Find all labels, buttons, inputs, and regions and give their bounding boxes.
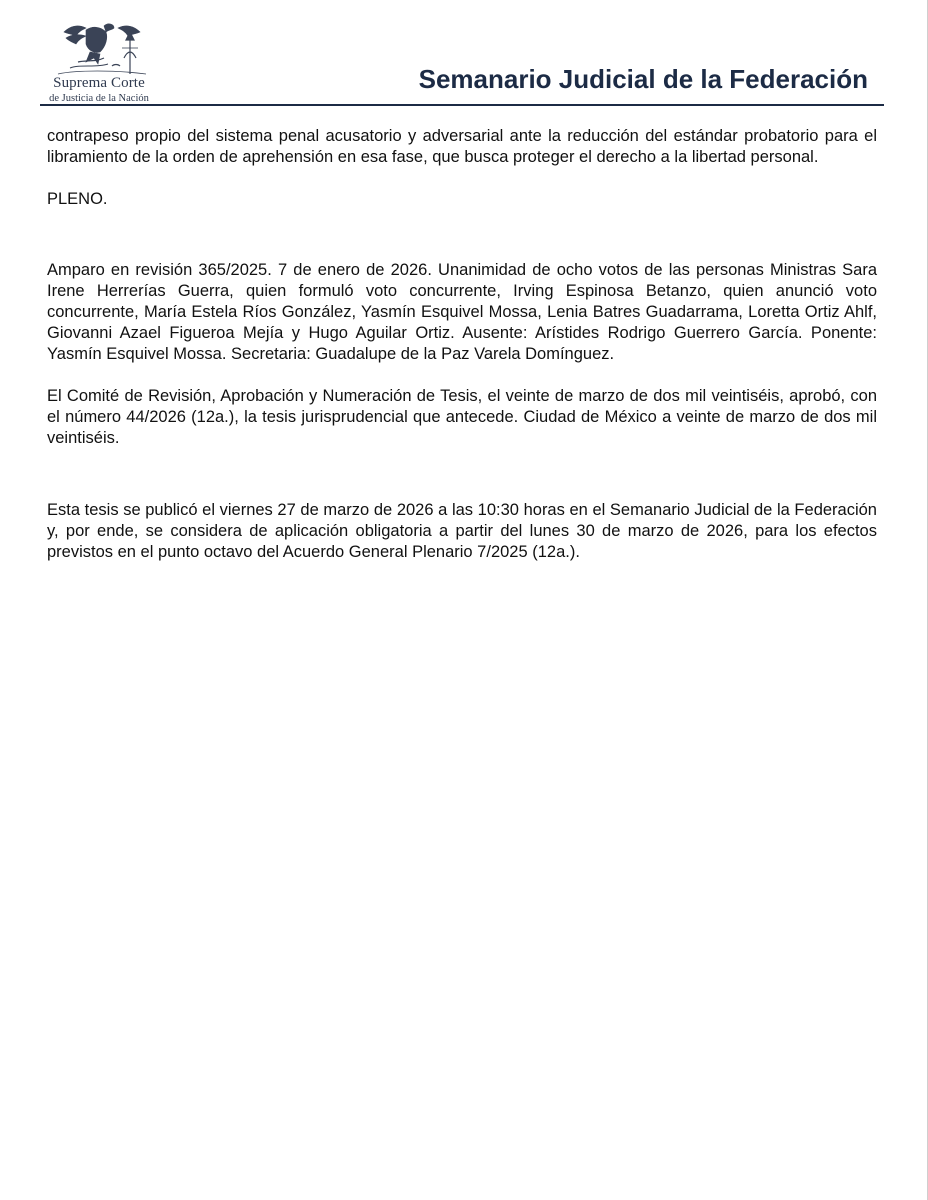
paragraph-pleno: PLENO.: [47, 190, 108, 208]
logo-line-1: Suprema Corte: [53, 75, 145, 91]
paragraph-continuation: contrapeso propio del sistema penal acusatorio y adversarial ante la reducción del estándar probatorio para el libramiento de la orden de aprehensión en esa fase, que busca proteger el derecho a la libertad personal.: [47, 127, 877, 166]
publication-title: Semanario Judicial de la Federación: [418, 64, 868, 94]
paragraph-comite: El Comité de Revisión, Aprobación y Numeración de Tesis, el veinte de marzo de dos mil veintiséis, aprobó, con el número 44/2026 (12a.), la tesis jurisprudencial que antecede. Ciudad de México a veinte de marzo de dos mil veintiséis.: [47, 387, 877, 447]
header-divider: [40, 104, 884, 106]
logo-line-2: de Justicia de la Nación: [49, 93, 149, 104]
page-header: [40, 14, 884, 106]
document-body: [47, 126, 877, 563]
paragraph-publicacion: Esta tesis se publicó el viernes 27 de marzo de 2026 a las 10:30 horas en el Semanario Judicial de la Federación y, por ende, se considera de aplicación obligatoria a partir del lunes 30 de marzo de 2026, para los efectos previstos en el punto octavo del Acuerdo General Plenario 7/2025 (12a.).: [47, 501, 877, 561]
paragraph-amparo: Amparo en revisión 365/2025. 7 de enero de 2026. Unanimidad de ocho votos de las personas Ministras Sara Irene Herrerías Guerra, quien formuló voto concurrente, Irving Espinosa Betanzo, quien anunció voto concurrente, María Estela Ríos González, Yasmín Esquivel Mossa, Lenia Batres Guadarrama, Loretta Ortiz Ahlf, Giovanni Azael Figueroa Mejía y Hugo Aguilar Ortiz. Ausente: Arístides Rodrigo Guerrero García. Ponente: Yasmín Esquivel Mossa. Secretaria: Guadalupe de la Paz Varela Domínguez.: [47, 261, 877, 363]
eagle-emblem-icon: [56, 18, 148, 78]
scjn-logo: [44, 16, 154, 104]
